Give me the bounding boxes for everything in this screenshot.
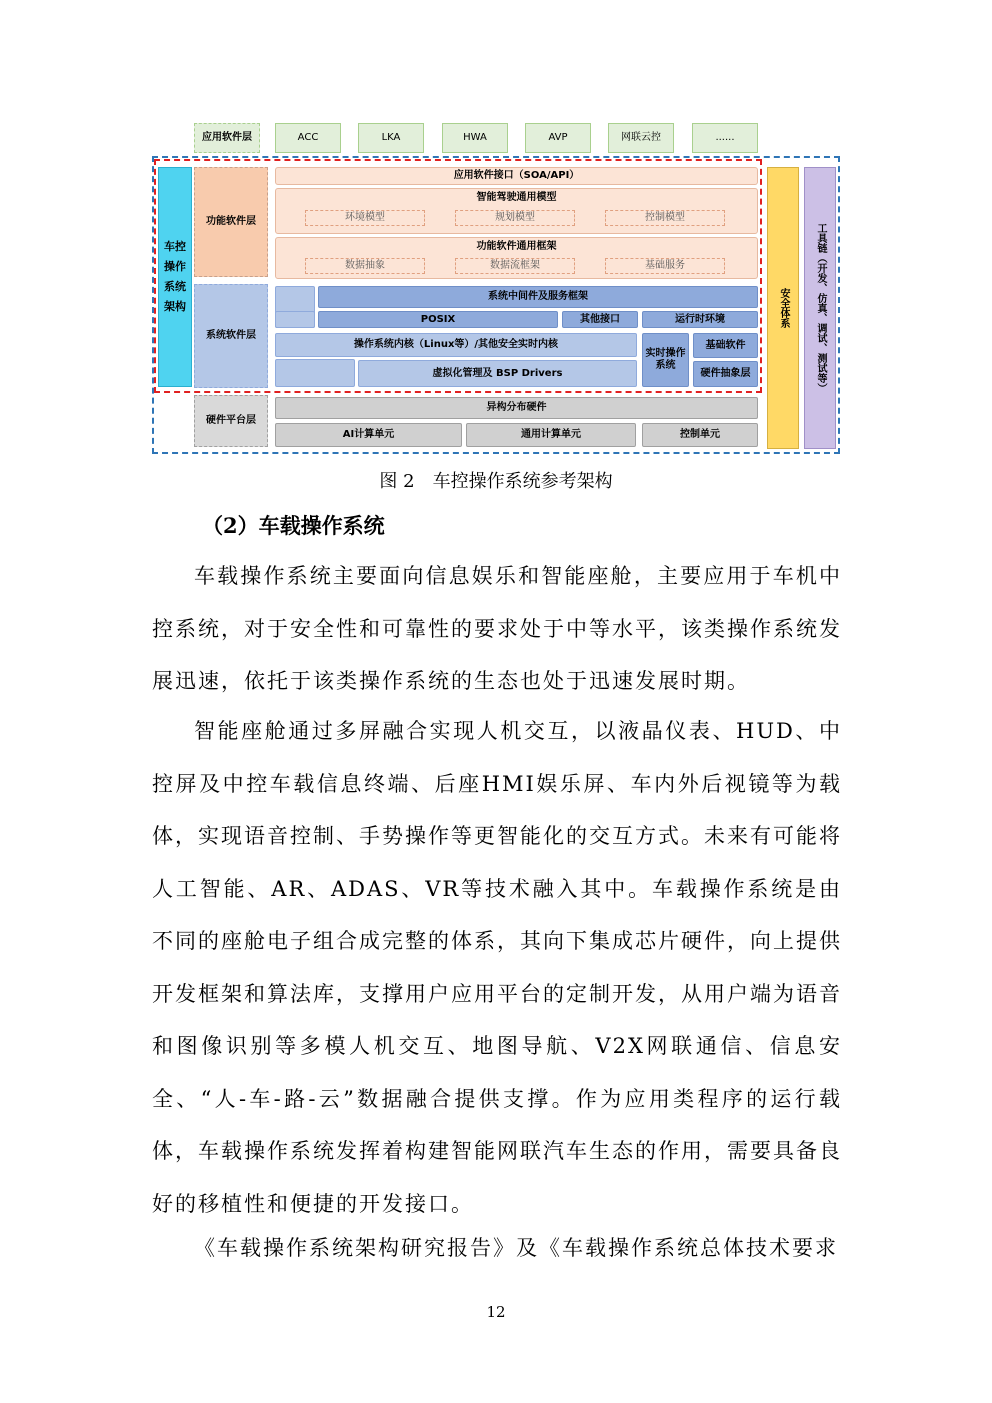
virt-bsp: 虚拟化管理及 BSP Drivers: [358, 360, 637, 387]
runtime-env: 运行时环境: [642, 311, 758, 328]
api-box: 应用软件接口（SOA/API）: [275, 167, 758, 185]
app-layer-label: 应用软件层: [194, 123, 260, 153]
posix-box: POSIX: [318, 311, 558, 328]
rtos-box: 实时操作系统: [642, 333, 689, 387]
control-unit: 控制单元: [642, 423, 758, 447]
other-interface: 其他接口: [562, 311, 638, 328]
posix-left: [275, 311, 315, 328]
functional-layer-label: 功能软件层: [194, 167, 268, 277]
figure-caption: 图 2 车控操作系统参考架构: [379, 471, 613, 492]
base-services: 基础服务: [605, 258, 725, 274]
arch-label: 车控操作系统架构: [158, 167, 192, 387]
hardware-layer-label: 硬件平台层: [194, 395, 268, 447]
dataflow-framework: 数据流框架: [455, 258, 575, 274]
app-lka: LKA: [358, 123, 424, 153]
app-hwa: HWA: [442, 123, 508, 153]
ai-unit: AI计算单元: [275, 423, 462, 447]
system-layer-label: 系统软件层: [194, 284, 268, 388]
general-unit: 通用计算单元: [466, 423, 636, 447]
architecture-diagram: [150, 120, 842, 456]
func-framework-box: 功能软件通用框架: [275, 237, 758, 279]
section-heading: （2）车载操作系统: [202, 513, 385, 538]
planning-model: 规划模型: [455, 210, 575, 226]
app-avp: AVP: [525, 123, 591, 153]
hal-box: 硬件抽象层: [693, 361, 758, 387]
middleware-box: 系统中间件及服务框架: [318, 286, 758, 308]
paragraph-3: 《车载操作系统架构研究报告》及《车载操作系统总体技术要求: [194, 1236, 838, 1260]
control-model: 控制模型: [605, 210, 725, 226]
base-software: 基础软件: [693, 333, 758, 358]
app-more: ......: [692, 123, 758, 153]
kernel-box: 操作系统内核（Linux等）/其他安全实时内核: [275, 333, 637, 357]
security-system: 安全体系: [767, 167, 799, 449]
env-model: 环境模型: [305, 210, 425, 226]
toolchain: 工具链（开发、仿真、调试、测试等）: [804, 167, 836, 449]
app-acc: ACC: [275, 123, 341, 153]
data-abstraction: 数据抽象: [305, 258, 425, 274]
paragraph-2: 智能座舱通过多屏融合实现人机交互，以液晶仪表、HUD、中控屏及中控车载信息终端、后座HMI娱乐屏、车内外后视镜等为载体，实现语音控制、手势操作等更智能化的交互方式。未来有可能将人工智能、AR、ADAS、VR等技术融入其中。车载操作系统是由不同的座舱电子组合成完整的体系，其向下集成芯片硬件，向上提供开发框架和算法库，支撑用户应用平台的定制开发，从用户端为语音和图像识别等多模人机交互、地图导航、V2X网联通信、信息安全、“人-车-路-云”数据融合提供支撑。作为应用类程序的运行载体，车载操作系统发挥着构建智能网联汽车生态的作用，需要具备良好的移植性和便捷的开发接口。: [152, 719, 842, 1216]
app-v2x-cloud: 网联云控: [608, 123, 674, 153]
kernel-left: [275, 359, 355, 387]
paragraph-1: 车载操作系统主要面向信息娱乐和智能座舱，主要应用于车机中控系统，对于安全性和可靠性的要求处于中等水平，该类操作系统发展迅速，依托于该类操作系统的生态也处于迅速发展时期。: [152, 564, 842, 693]
page-number: 12: [486, 1303, 506, 1321]
smart-model-box: 智能驾驶通用模型: [275, 188, 758, 234]
hetero-hardware: 异构分布硬件: [275, 397, 758, 419]
